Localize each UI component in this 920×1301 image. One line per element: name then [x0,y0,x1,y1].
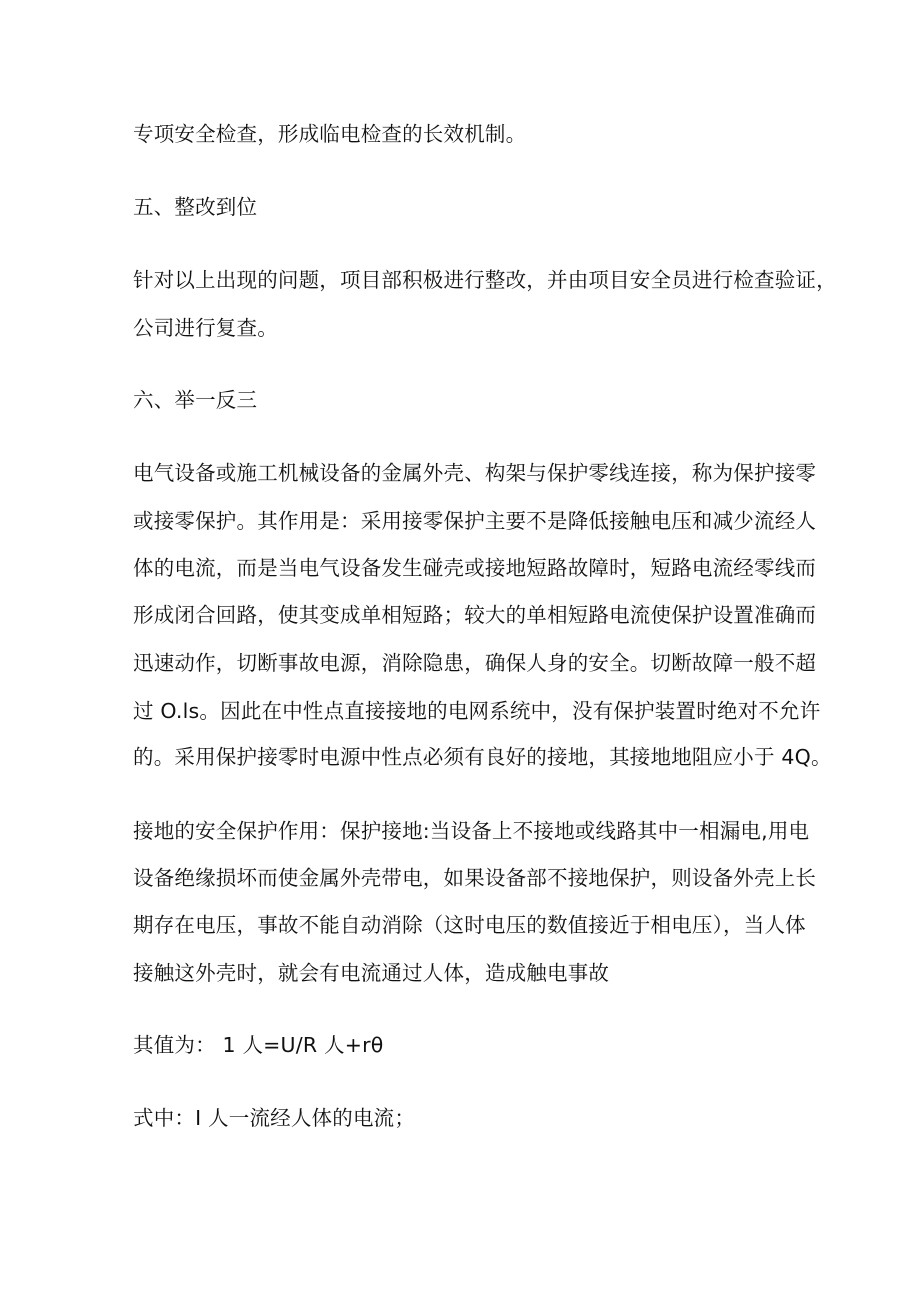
section-heading: 六、举一反三 [133,388,258,412]
paragraph-line: 公司进行复查。 [133,316,278,340]
paragraph-line: 针对以上出现的问题，项目部积极进行整改，并由项目安全员进行检查验证， [133,268,837,292]
formula-note-line: 式中：I 人一流经人体的电流； [133,1106,416,1130]
paragraph-line: 设备绝缘损坏而使金属外壳带电，如果设备部不接地保护，则设备外壳上长 [133,866,817,890]
paragraph-line: 体的电流，而是当电气设备发生碰壳或接地短路故障时，短路电流经零线而 [133,556,817,580]
paragraph-line: 或接零保护。其作用是：采用接零保护主要不是降低接触电压和减少流经人 [133,509,817,533]
paragraph-line: 专项安全检查，形成临电检查的长效机制。 [133,122,527,146]
paragraph-line: 过 O.ls。因此在中性点直接接地的电网系统中，没有保护装置时绝对不允许 [133,699,821,723]
paragraph-line: 接地的安全保护作用：保护接地:当设备上不接地或线路其中一相漏电,用电 [133,819,810,843]
paragraph-line: 的。采用保护接零时电源中性点必须有良好的接地，其接地地阻应小于 4Q。 [133,745,832,769]
paragraph-line: 电气设备或施工机械设备的金属外壳、构架与保护零线连接，称为保护接零 [133,461,817,485]
paragraph-line: 形成闭合回路，使其变成单相短路；较大的单相短路电流使保护设置准确而 [133,603,817,627]
paragraph-line: 期存在电压，事故不能自动消除（这时电压的数值接近于相电压），当人体 [133,913,806,937]
paragraph-line: 接触这外壳时，就会有电流通过人体，造成触电事故 [133,961,610,985]
formula-line: 其值为： 1 人=U/R 人+rθ [133,1033,384,1057]
section-heading: 五、整改到位 [133,195,258,219]
paragraph-line: 迅速动作，切断事故电源，消除隐患，确保人身的安全。切断故障一般不超 [133,651,817,675]
